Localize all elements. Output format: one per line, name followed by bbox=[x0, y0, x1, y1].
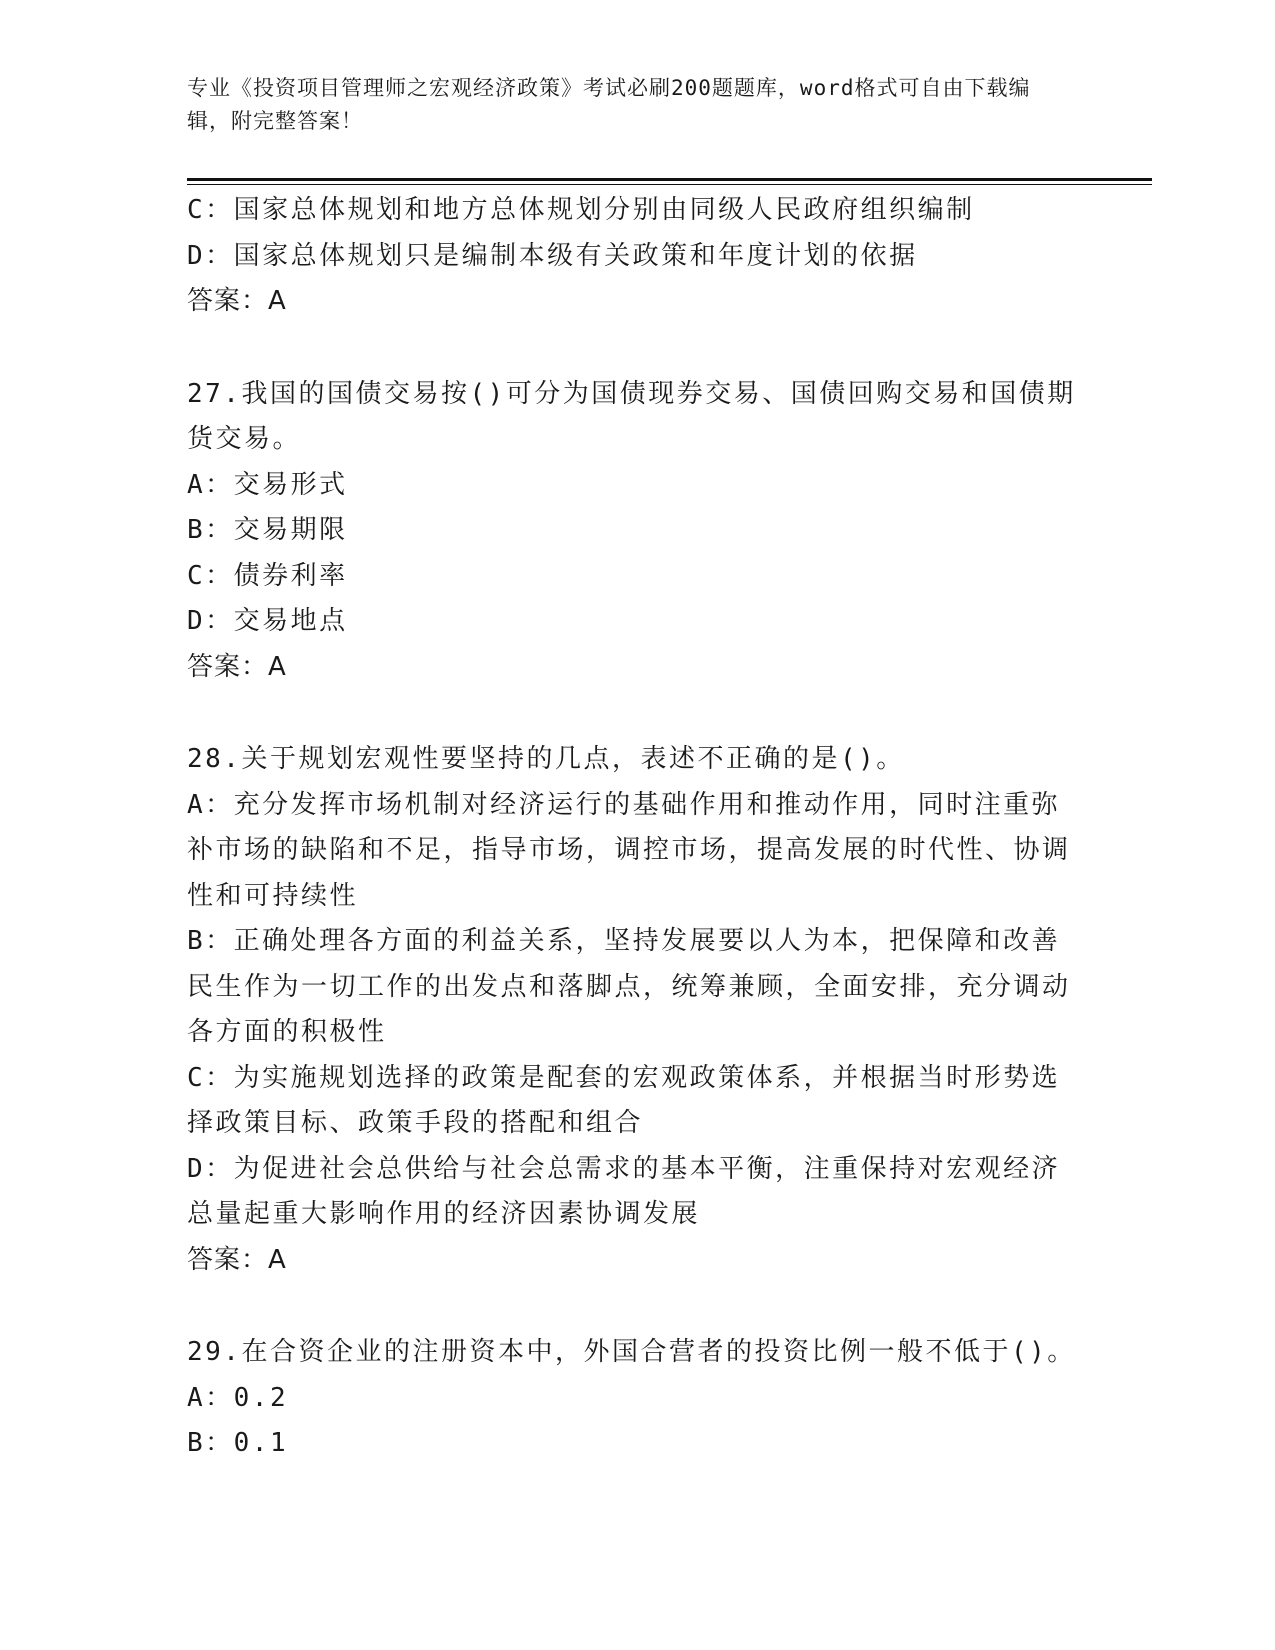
spacer bbox=[187, 690, 1087, 737]
option-b: B：正确处理各方面的利益关系，坚持发展要以人为本，把保障和改善民生作为一切工作的出发点和落脚点，统筹兼顾，全面安排，充分调动各方面的积极性 bbox=[187, 926, 1071, 1047]
question-stem: 28.关于规划宏观性要坚持的几点，表述不正确的是()。 bbox=[187, 744, 905, 774]
question-29 bbox=[187, 1330, 1087, 1467]
answer: 答案：A bbox=[187, 286, 287, 316]
question-28 bbox=[187, 737, 1087, 1283]
spacer bbox=[187, 1283, 1087, 1330]
option-a: A：交易形式 bbox=[187, 469, 348, 500]
header-rule-thin bbox=[187, 184, 1152, 185]
answer: 答案：A bbox=[187, 1244, 287, 1275]
question-27 bbox=[187, 372, 1087, 691]
question-stem: 29.在合资企业的注册资本中，外国合营者的投资比例一般不低于()。 bbox=[187, 1337, 1076, 1367]
question-26-continued bbox=[187, 188, 1087, 325]
question-list bbox=[187, 188, 1087, 1467]
question-stem: 27.我国的国债交易按()可分为国债现券交易、国债回购交易和国债期货交易。 bbox=[187, 378, 1076, 454]
header-rule-thick bbox=[187, 178, 1152, 181]
option-c: C：债券利率 bbox=[187, 560, 348, 591]
option-a: A：充分发挥市场机制对经济运行的基础作用和推动作用，同时注重弥补市场的缺陷和不足，指导市场，调控市场，提高发展的时代性、协调性和可持续性 bbox=[187, 789, 1071, 911]
option-d: D：交易地点 bbox=[187, 606, 348, 636]
option-c: C：为实施规划选择的政策是配套的宏观政策体系，并根据当时形势选择政策目标、政策手段的搭配和组合 bbox=[187, 1062, 1061, 1138]
answer: 答案：A bbox=[187, 651, 287, 682]
spacer bbox=[187, 325, 1087, 372]
option-d: D：国家总体规划只是编制本级有关政策和年度计划的依据 bbox=[187, 240, 918, 271]
document-header: 专业《投资项目管理师之宏观经济政策》考试必刷200题题库，word格式可自由下载编辑，附完整答案！ bbox=[187, 76, 1031, 133]
option-b: B：交易期限 bbox=[187, 515, 348, 545]
option-c: C：国家总体规划和地方总体规划分别由同级人民政府组织编制 bbox=[187, 195, 975, 225]
option-b: B：0.1 bbox=[187, 1428, 289, 1458]
option-d: D：为促进社会总供给与社会总需求的基本平衡，注重保持对宏观经济总量起重大影响作用的经济因素协调发展 bbox=[187, 1153, 1061, 1229]
option-a: A：0.2 bbox=[187, 1382, 289, 1413]
